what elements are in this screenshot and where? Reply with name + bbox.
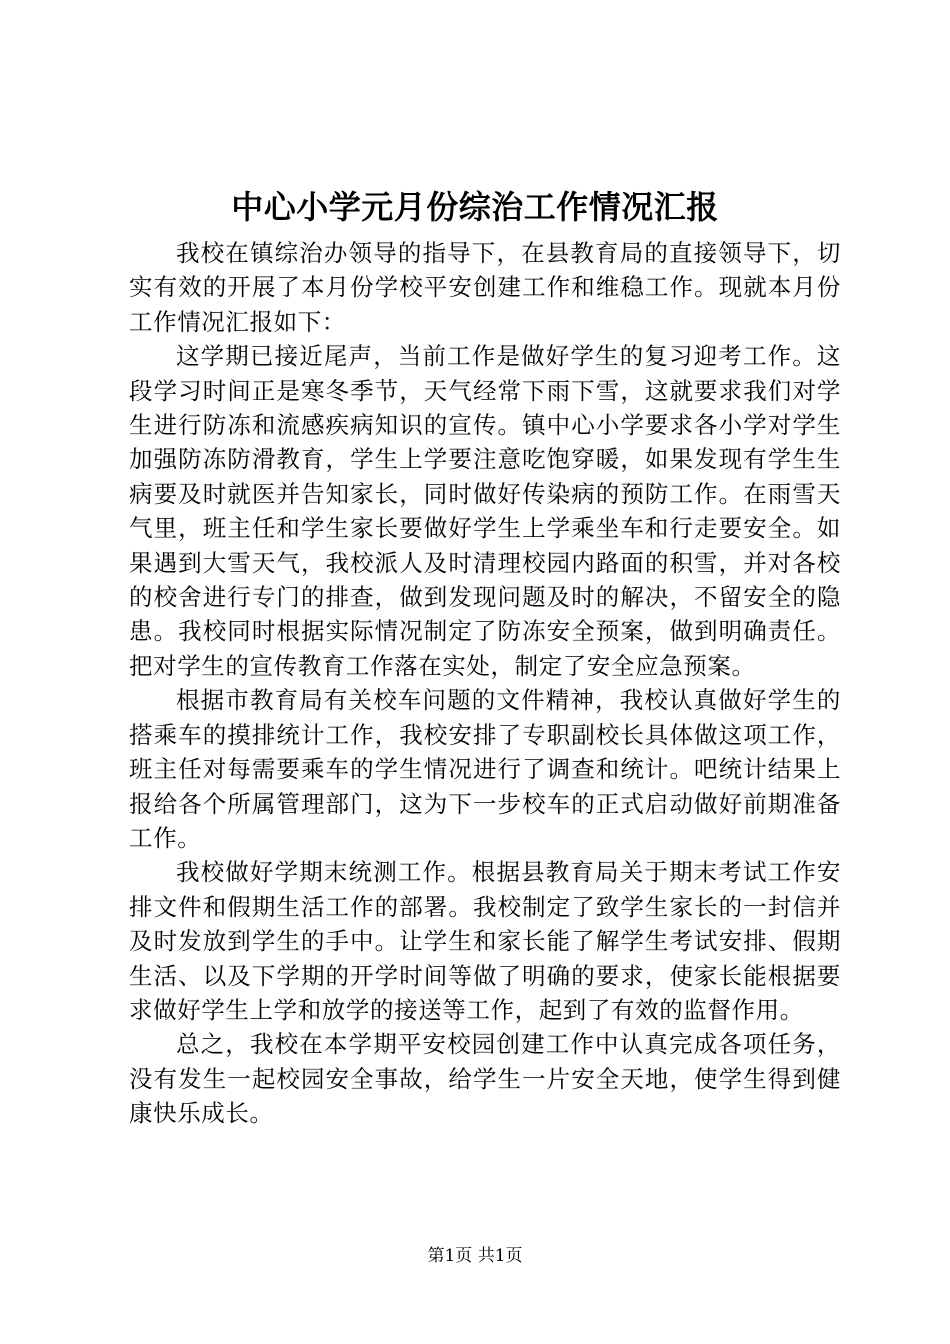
paragraph-summary: 总之，我校在本学期平安校园创建工作中认真完成各项任务，没有发生一起校园安全事故，给学生一片安全天地，使学生得到健康快乐成长。 <box>129 1030 841 1128</box>
paragraph-intro: 我校在镇综治办领导的指导下，在县教育局的直接领导下，切实有效的开展了本月份学校平安创建工作和维稳工作。现就本月份工作情况汇报如下： <box>129 239 841 336</box>
page-footer: 第1页 共1页 <box>427 1246 523 1266</box>
document-body <box>129 236 841 1131</box>
paragraph-school-bus: 根据市教育局有关校车问题的文件精神，我校认真做好学生的搭乘车的摸排统计工作，我校安排了专职副校长具体做这项工作，班主任对每需要乘车的学生情况进行了调查和统计。吧统计结果上报给各个所属管理部门，这为下一步校车的正式启动做好前期准备工作。 <box>129 686 841 852</box>
document-title: 中心小学元月份综治工作情况汇报 <box>231 188 719 226</box>
paragraph-winter-safety: 这学期已接近尾声，当前工作是做好学生的复习迎考工作。这段学习时间正是寒冬季节，天气经常下雨下雪，这就要求我们对学生进行防冻和流感疾病知识的宣传。镇中心小学要求各小学对学生加强防冻防滑教育，学生上学要注意吃饱穿暖，如果发现有学生生病要及时就医并告知家长，同时做好传染病的预防工作。在雨雪天气里，班主任和学生家长要做好学生上学乘坐车和行走要安全。如果遇到大雪天气，我校派人及时清理校园内路面的积雪，并对各校的校舍进行专门的排查，做到发现问题及时的解决，不留安全的隐患。我校同时根据实际情况制定了防冻安全预案，做到明确责任。把对学生的宣传教育工作落在实处，制定了安全应急预案。 <box>129 342 841 680</box>
paragraph-final-exam: 我校做好学期末统测工作。根据县教育局关于期末考试工作安排文件和假期生活工作的部署。我校制定了致学生家长的一封信并及时发放到学生的手中。让学生和家长能了解学生考试安排、假期生活、以及下学期的开学时间等做了明确的要求，使家长能根据要求做好学生上学和放学的接送等工作，起到了有效的监督作用。 <box>129 858 841 1024</box>
